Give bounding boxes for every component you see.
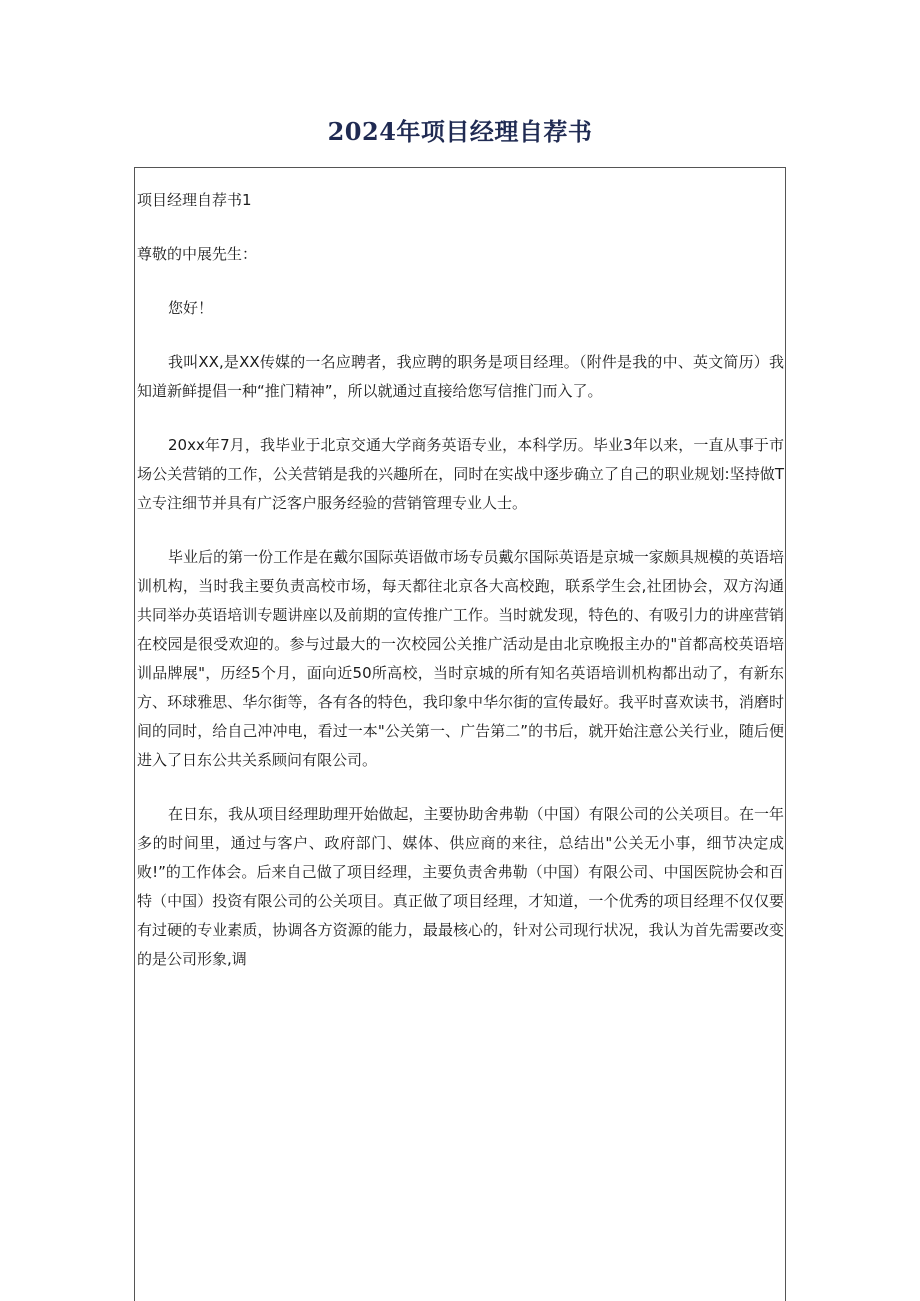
document-title: 2024年项目经理自荐书 — [327, 117, 593, 146]
greeting: 您好！ — [168, 299, 214, 317]
paragraph: 在日东，我从项目经理助理开始做起，主要协助舍弗勒（中国）有限公司的公关项目。在一年多的时间里，通过与客户、政府部门、媒体、供应商的来往，总结出"公关无小事，细节决定成败!”的工作体会。后来自己做了项目经理，主要负责舍弗勒（中国）有限公司、中国医院协会和百特（中国）投资有限公司的公关项目。真正做了项目经理，才知道，一个优秀的项目经理不仅仅要有过硬的专业素质，协调各方资源的能力，最最核心的，针对公司现行状况，我认为首先需要改变的是公司形象,调 — [137, 805, 784, 968]
paragraph: 我叫XX,是XX传媒的一名应聘者，我应聘的职务是项目经理。（附件是我的中、英文简历）我知道新鲜提倡一种“推门精神”，所以就通过直接给您写信推门而入了。 — [137, 353, 784, 400]
document-body — [137, 186, 784, 999]
paragraph: 20xx年7月，我毕业于北京交通大学商务英语专业，本科学历。毕业3年以来，一直从事于市场公关营销的工作，公关营销是我的兴趣所在，同时在实战中逐步确立了自己的职业规划:坚持做T立专注细节并具有广泛客户服务经验的营销管理专业人士。 — [137, 436, 784, 512]
section-heading: 项目经理自荐书1 — [137, 191, 252, 209]
salutation: 尊敬的中展先生： — [137, 245, 258, 263]
paragraph: 毕业后的第一份工作是在戴尔国际英语做市场专员戴尔国际英语是京城一家颇具规模的英语培训机构，当时我主要负责高校市场，每天都往北京各大高校跑，联系学生会,社团协会，双方沟通共同举办英语培训专题讲座以及前期的宣传推广工作。当时就发现，特色的、有吸引力的讲座营销在校园是很受欢迎的。参与过最大的一次校园公关推广活动是由北京晚报主办的"首都高校英语培训品牌展"，历经5个月，面向近50所高校，当时京城的所有知名英语培训机构都出动了，有新东方、环球雅思、华尔街等，各有各的特色，我印象中华尔街的宣传最好。我平时喜欢读书，消磨时间的同时，给自己冲冲电，看过一本"公关第一、广告第二”的书后，就开始注意公关行业，随后便进入了日东公共关系顾问有限公司。 — [137, 548, 784, 769]
